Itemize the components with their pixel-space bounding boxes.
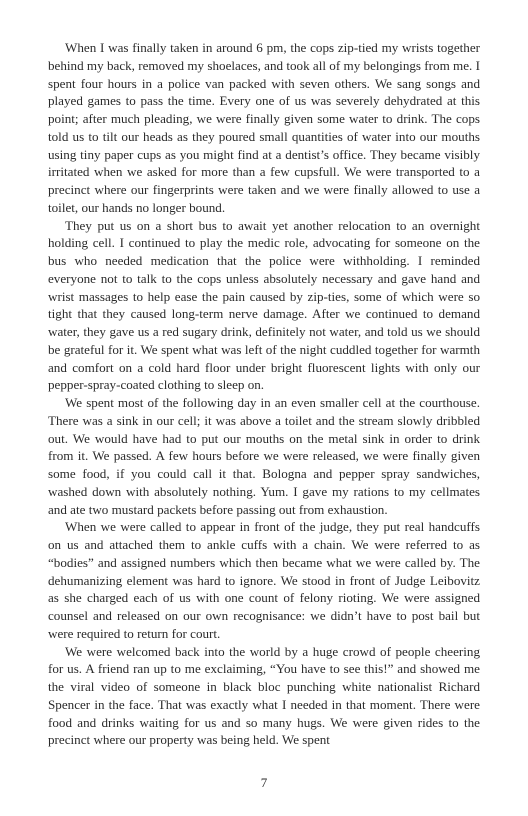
paragraph-1: When I was finally taken in around 6 pm, the cops zip-tied my wrists together behind my back, removed my shoelaces, and took all of my belongings from me. I spent four hours in a police van packed with seven others. We sang songs and played games to pass the time. Every one of us was severely dehydrated at this point; after much pleading, we were finally given some water to drink. The cops told us to tilt our heads as they poured small quantities of water into our mouths using tiny paper cups as you might find at a dentist’s office. They became visibly irritated when we asked for more than a few cupsfull. We were transported to a precinct where our fingerprints were taken and we were finally allowed to use a toilet, our hands no longer bound. (48, 40, 480, 215)
body-text (48, 39, 480, 749)
paragraph-3: We spent most of the following day in an even smaller cell at the courthouse. There was a sink in our cell; it was above a toilet and the stream slowly dribbled out. We would have had to put our mouths on the metal sink in order to drink from it. We passed. A few hours before we were released, we were finally given some food, if you could call it that. Bologna and pepper spray sandwiches, washed down with absolutely nothing. Yum. I gave my rations to my cellmates and ate two mustard packets before passing out from exhaustion. (48, 395, 480, 517)
page-number: 7 (260, 775, 268, 790)
paragraph-2: They put us on a short bus to await yet another relocation to an overnight holding cell. I continued to play the medic role, advocating for someone on the bus who needed medication that the police were withholding. I reminded everyone not to talk to the cops unless absolutely necessary and gave hand and wrist massages to help ease the pain caused by zip-ties, some of which were so tight that they caused long-term nerve damage. After we continued to demand water, they gave us a red sugary drink, definitely not water, and told us we should be grateful for it. We spent what was left of the night cuddled together for warmth and comfort on a cold hard floor under bright fluorescent lights with only our pepper-spray-coated clothing to sleep on. (48, 217, 480, 393)
paragraph-4: When we were called to appear in front of the judge, they put real handcuffs on us and attached them to ankle cuffs with a chain. We were referred to as “bodies” and assigned numbers which then became what we were called by. The dehumanizing element was hard to ignore. We stood in front of Judge Leibovitz as she charged each of us with one count of felony rioting. We were assigned counsel and released on our own recognisance: we didn’t have to post bail but were required to return for court. (48, 519, 480, 641)
paragraph-5: We were welcomed back into the world by a huge crowd of people cheering for us. A friend ran up to me exclaiming, “You have to see this!” and showed me the viral video of someone in black bloc punching white nationalist Richard Spencer in the face. That was exactly what I needed in that moment. There were food and drinks waiting for us and so many hugs. We were given rides to the precinct where our property was being held. We spent (48, 643, 480, 748)
